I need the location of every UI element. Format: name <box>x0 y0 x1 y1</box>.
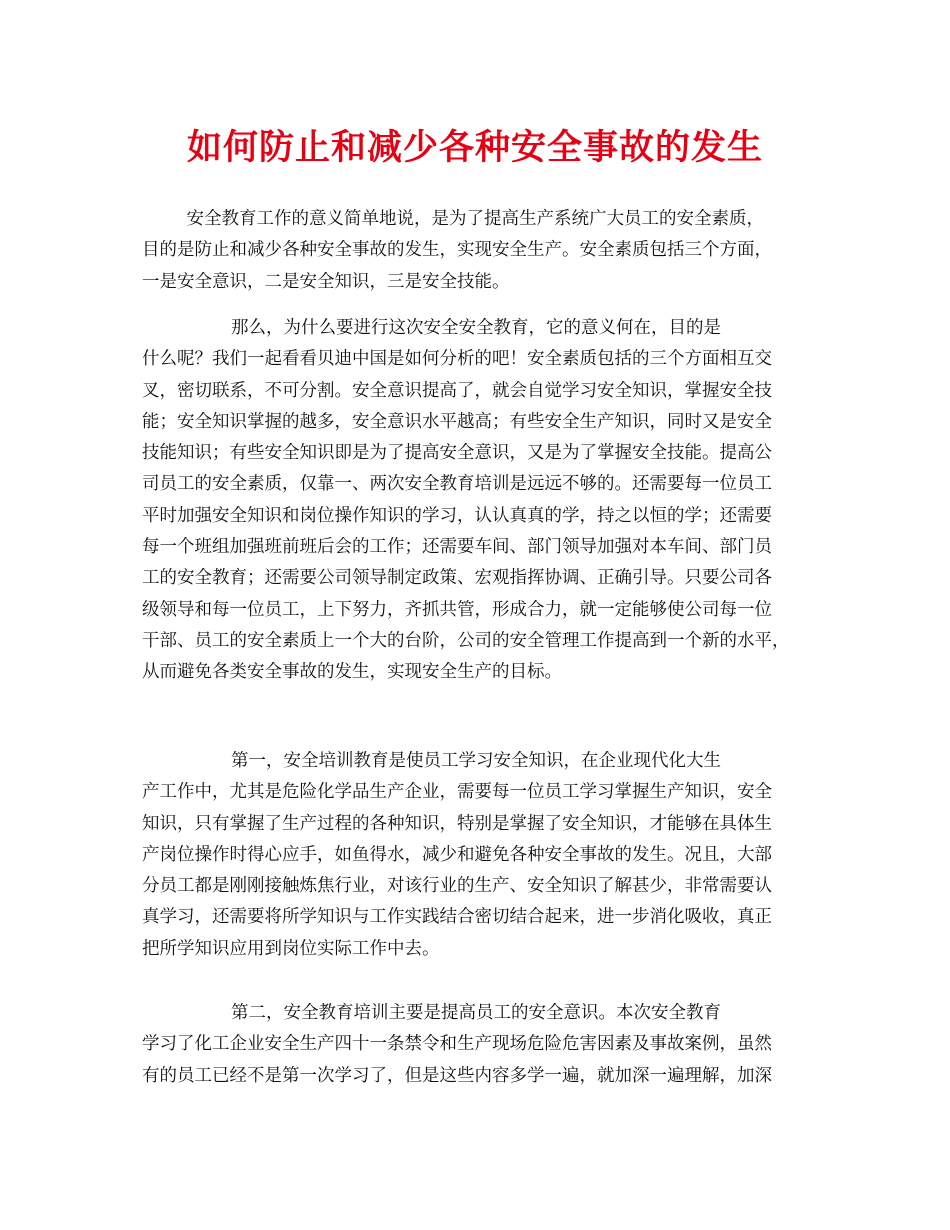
paragraph-line: 工的安全教育；还需要公司领导制定政策、宏观指挥协调、正确引导。只要公司各 <box>142 568 772 589</box>
paragraph-line: 从而避免各类安全事故的发生，实现安全生产的目标。 <box>142 662 562 683</box>
paragraph-line: 第一，安全培训教育是使员工学习安全知识，在企业现代化大生 <box>142 751 722 771</box>
paragraph-line: 每一个班组加强班前班后会的工作；还需要车间、部门领导加强对本车间、部门员 <box>142 537 772 558</box>
paragraph-line: 第二，安全教育培训主要是提高员工的安全意识。本次安全教育 <box>142 1003 722 1023</box>
paragraph-line: 产工作中，尤其是危险化学品生产企业，需要每一位员工学习掌握生产知识，安全 <box>142 782 772 803</box>
document-title: 如何防止和减少各种安全事故的发生 <box>186 127 763 168</box>
paragraph-line: 有的员工已经不是第一次学习了，但是这些内容多学一遍，就加深一遍理解，加深 <box>142 1065 772 1086</box>
paragraph-line: 什么呢？我们一起看看贝迪中国是如何分析的吧！安全素质包括的三个方面相互交 <box>142 349 772 370</box>
paragraph-second-point <box>142 998 814 1092</box>
paragraph-first-point <box>142 746 814 965</box>
paragraph-line: 能；安全知识掌握的越多，安全意识水平越高；有些安全生产知识，同时又是安全 <box>142 411 772 432</box>
paragraph-line: 技能知识；有些安全知识即是为了提高安全意识，又是为了掌握安全技能。提高公 <box>142 443 772 464</box>
paragraph-line: 产岗位操作时得心应手，如鱼得水，减少和避免各种安全事故的发生。况且，大部 <box>142 844 772 865</box>
paragraph-line: 级领导和每一位员工，上下努力，齐抓共管，形成合力，就一定能够使公司每一位 <box>142 599 772 620</box>
paragraph-line: 那么，为什么要进行这次安全安全教育，它的意义何在，目的是 <box>142 318 722 338</box>
paragraph-line: 平时加强安全知识和岗位操作知识的学习，认认真真的学，持之以恒的学；还需要 <box>142 505 772 526</box>
paragraph-intro <box>142 204 814 298</box>
paragraph-line: 一是安全意识，二是安全知识，三是安全技能。 <box>142 271 510 292</box>
paragraph-line: 安全教育工作的意义简单地说，是为了提高生产系统广大员工的安全素质， <box>142 209 764 229</box>
paragraph-purpose <box>142 313 814 689</box>
paragraph-line: 学习了化工企业安全生产四十一条禁令和生产现场危险危害因素及事故案例，虽然 <box>142 1034 772 1055</box>
paragraph-line: 分员工都是刚刚接触炼焦行业，对该行业的生产、安全知识了解甚少，非常需要认 <box>142 876 772 897</box>
paragraph-line: 真学习，还需要将所学知识与工作实践结合密切结合起来，进一步消化吸收，真正 <box>142 907 772 928</box>
paragraph-line: 干部、员工的安全素质上一个大的台阶，公司的安全管理工作提高到一个新的水平， <box>142 630 790 651</box>
paragraph-line: 目的是防止和减少各种安全事故的发生，实现安全生产。安全素质包括三个方面， <box>142 240 772 261</box>
paragraph-line: 司员工的安全素质，仅靠一、两次安全教育培训是远远不够的。还需要每一位员工 <box>142 474 772 495</box>
paragraph-line: 把所学知识应用到岗位实际工作中去。 <box>142 938 440 959</box>
paragraph-line: 叉，密切联系，不可分割。安全意识提高了，就会自觉学习安全知识，掌握安全技 <box>142 380 772 401</box>
paragraph-line: 知识，只有掌握了生产过程的各种知识，特别是掌握了安全知识，才能够在具体生 <box>142 813 772 834</box>
